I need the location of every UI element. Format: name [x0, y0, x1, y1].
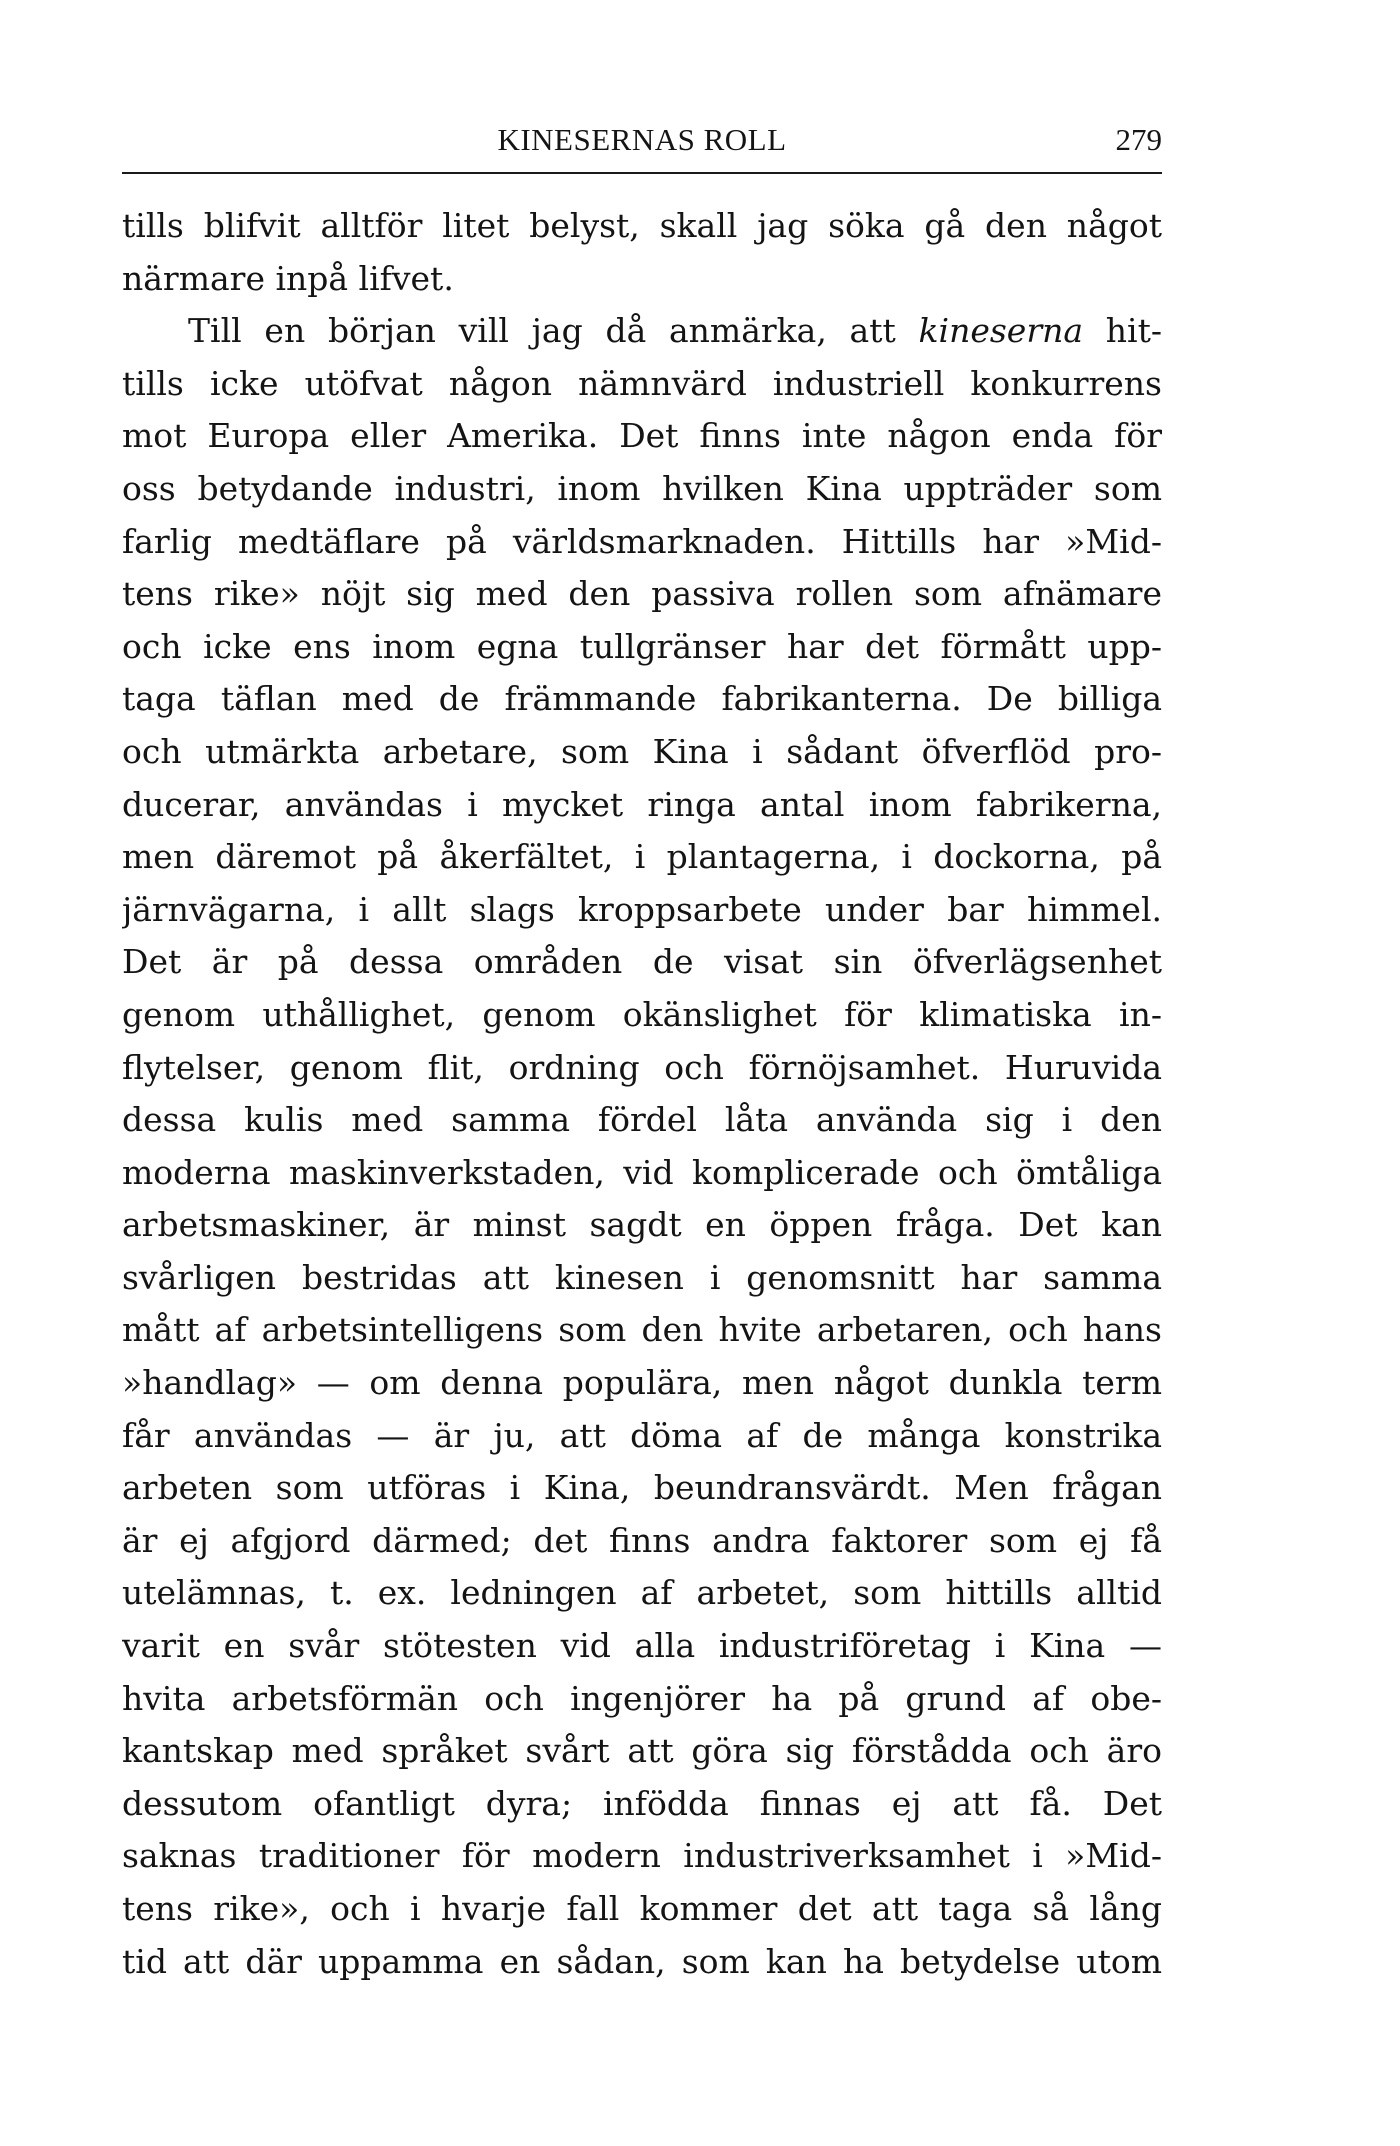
text-line: arbeten som utföras i Kina, beundransvärdt. Men frågan — [122, 1468, 1162, 1508]
page-number: 279 — [1115, 122, 1162, 157]
text-line: flytelser, genom flit, ordning och förnöjsamhet. Huruvida — [122, 1047, 1162, 1087]
text-line: hvita arbetsförmän och ingenjörer ha på grund af obe- — [122, 1678, 1162, 1718]
text-line: »handlag» — om denna populära, men något dunkla term — [122, 1363, 1162, 1403]
text-line: genom uthållighet, genom okänslighet för klimatiska in- — [122, 994, 1162, 1034]
text-line: dessa kulis med samma fördel låta använda sig i den — [122, 1100, 1162, 1140]
running-head — [122, 118, 1162, 162]
text-line: utelämnas, t. ex. ledningen af arbetet, som hittills alltid — [122, 1573, 1162, 1613]
text-line: moderna maskinverkstaden, vid komplicerade och ömtåliga — [122, 1152, 1162, 1192]
text-line: tens rike» nöjt sig med den passiva rollen som afnämare — [122, 574, 1162, 614]
body-text — [122, 200, 1162, 1988]
text-line: närmare inpå lifvet. — [122, 258, 454, 298]
text-line: ducerar, användas i mycket ringa antal inom fabrikerna, — [122, 784, 1162, 824]
text-line: mot Europa eller Amerika. Det finns inte någon enda för — [122, 416, 1162, 456]
text-line: och utmärkta arbetare, som Kina i sådant öfverflöd pro- — [122, 731, 1162, 771]
text-line — [122, 305, 1162, 358]
text-line: arbetsmaskiner, är minst sagdt en öppen fråga. Det kan — [122, 1205, 1162, 1245]
text-run: hit- — [1083, 311, 1162, 351]
text-line: är ej afgjord därmed; det finns andra faktorer som ej få — [122, 1520, 1162, 1560]
text-line: Det är på dessa områden de visat sin öfverlägsenhet — [122, 942, 1162, 982]
text-line: svårligen bestridas att kinesen i genomsnitt har samma — [122, 1257, 1162, 1297]
text-line: men däremot på åkerfältet, i plantagerna, i dockorna, på — [122, 837, 1162, 877]
text-line: tills icke utöfvat någon nämnvärd industriell konkurrens — [122, 363, 1162, 403]
chapter-title: KINESERNAS ROLL — [497, 122, 787, 157]
text-line: mått af arbetsintelligens som den hvite arbetaren, och hans — [122, 1310, 1162, 1350]
text-line: får användas — är ju, att döma af de många konstrika — [122, 1415, 1162, 1455]
text-line: dessutom ofantligt dyra; infödda finnas ej att få. Det — [122, 1783, 1162, 1823]
text-line: taga täflan med de främmande fabrikanterna. De billiga — [122, 679, 1162, 719]
text-line: tens rike», och i hvarje fall kommer det att taga så lång — [122, 1889, 1162, 1928]
italic-term: kineserna — [918, 311, 1084, 351]
text-line: kantskap med språket svårt att göra sig förstådda och äro — [122, 1731, 1162, 1771]
text-line: varit en svår stötesten vid alla industriföretag i Kina — — [122, 1626, 1162, 1666]
text-line: tid att där uppamma en sådan, som kan ha betydelse utom — [122, 1941, 1162, 1981]
text-run: Till en början vill jag då anmärka, att — [188, 311, 919, 351]
text-line: oss betydande industri, inom hvilken Kina uppträder som — [122, 468, 1162, 508]
header-rule — [122, 172, 1162, 174]
text-line: farlig medtäflare på världsmarknaden. Hittills har »Mid- — [122, 521, 1162, 561]
text-line: och icke ens inom egna tullgränser har det förmått upp- — [122, 626, 1162, 666]
text-line: saknas traditioner för modern industriverksamhet i »Mid- — [122, 1836, 1162, 1876]
text-line: järnvägarna, i allt slags kroppsarbete under bar himmel. — [122, 889, 1162, 929]
text-line: tills blifvit alltför litet belyst, skall jag söka gå den något — [122, 206, 1162, 245]
